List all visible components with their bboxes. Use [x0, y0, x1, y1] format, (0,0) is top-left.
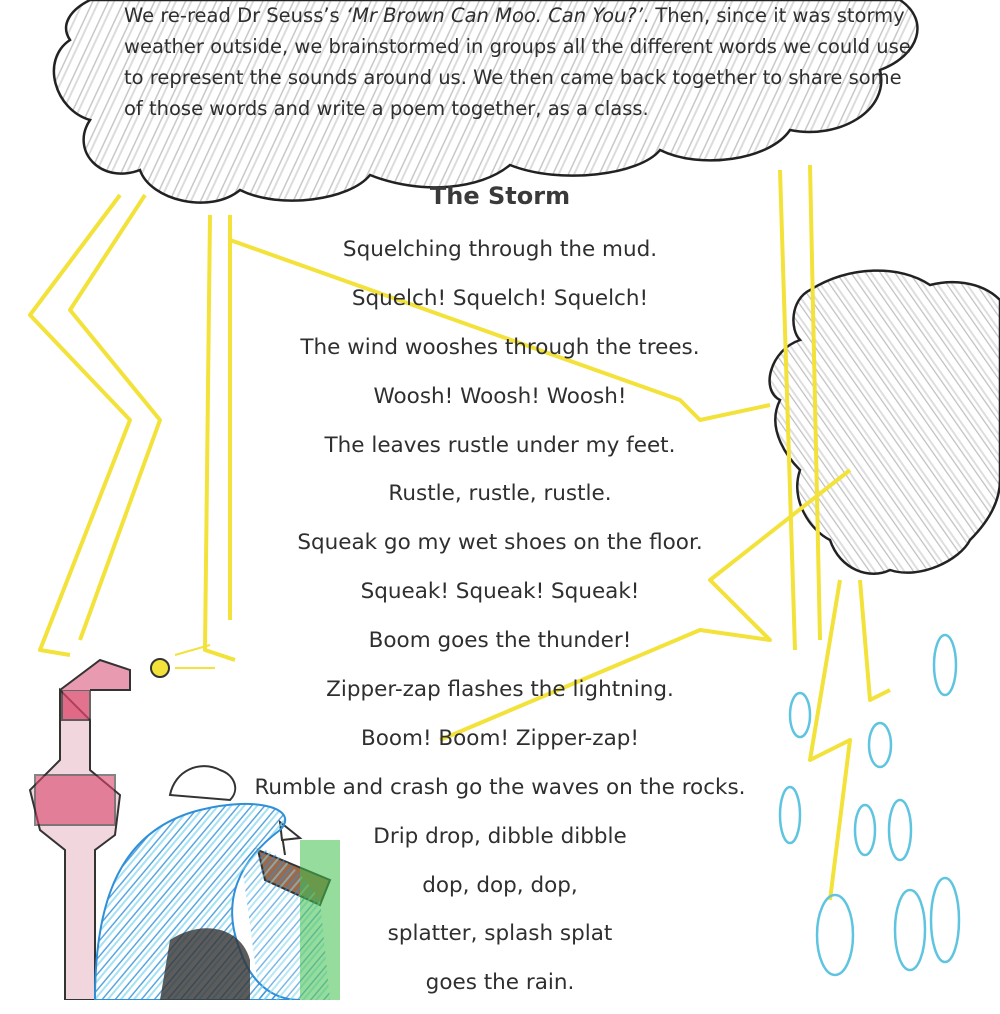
poem-line: Rustle, rustle, rustle. [388, 481, 612, 507]
poem-line: The wind wooshes through the trees. [300, 334, 700, 360]
poem-line: dop, dop, dop, [422, 872, 578, 898]
intro-text-start: We re-read Dr Seuss’s [124, 4, 346, 27]
poem-line: Drip drop, dibble dibble [373, 823, 627, 849]
poem-line: Woosh! Woosh! Woosh! [373, 383, 627, 409]
poem-line: Boom! Boom! Zipper-zap! [360, 725, 640, 751]
poem-line: Squelch! Squelch! Squelch! [351, 285, 649, 311]
poem-line: Rumble and crash go the waves on the rocks. [254, 774, 746, 800]
poem-line: Zipper-zap flashes the lightning. [326, 677, 674, 703]
poem-line: goes the rain. [425, 970, 575, 996]
intro-text-end: . Then, since it was stormy weather outside, we brainstormed in groups all the different words we could use to represent the sounds around us. We then came back together to share some of those words and write a poem together, as a class. [124, 4, 911, 120]
book-title: ‘Mr Brown Can Moo. Can You?’ [345, 4, 643, 27]
poem-lines [0, 232, 1000, 1014]
intro-paragraph [124, 0, 924, 124]
poem-line: Boom goes the thunder! [368, 628, 632, 654]
poem-line: splatter, splash splat [387, 921, 613, 947]
poem-title: The Storm [429, 182, 571, 210]
poem-line: The leaves rustle under my feet. [324, 432, 676, 458]
poem-line: Squeak! Squeak! Squeak! [360, 579, 640, 605]
poem-line: Squelching through the mud. [342, 237, 658, 262]
poem-line: Squeak go my wet shoes on the floor. [297, 530, 703, 556]
